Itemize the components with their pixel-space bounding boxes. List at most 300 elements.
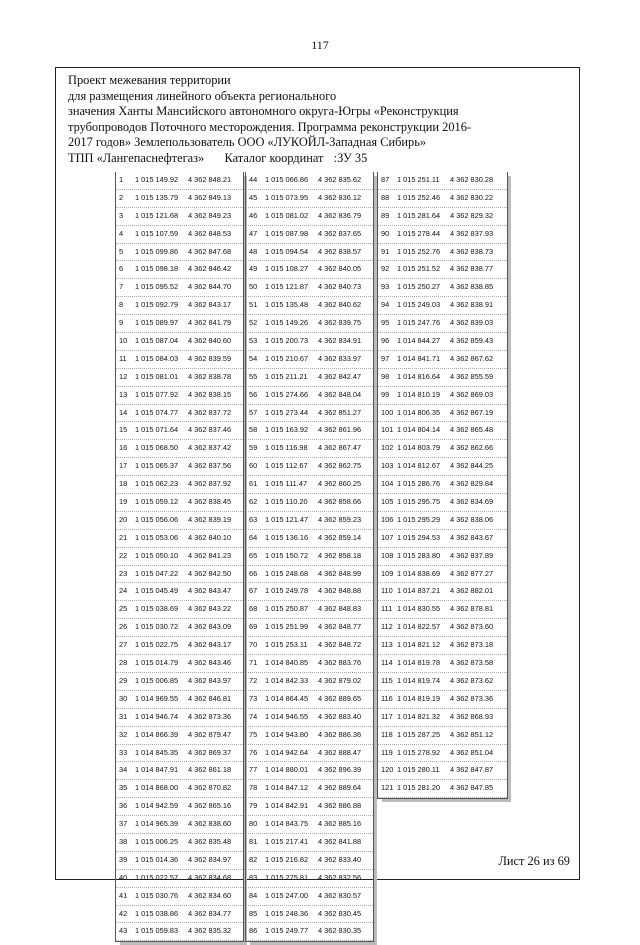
coordinate-y: 4 362 848.04 [318, 389, 362, 399]
coordinate-y: 4 362 878.81 [450, 604, 494, 614]
coordinate-y: 4 362 841.88 [318, 836, 362, 846]
coordinate-x: 1 014 843.75 [265, 819, 309, 829]
point-number: 35 [119, 783, 128, 793]
coordinate-row [116, 852, 243, 870]
coordinate-y: 4 362 889.65 [318, 693, 362, 703]
point-number: 8 [119, 300, 124, 310]
coordinate-x: 1 015 099.86 [135, 246, 179, 256]
coordinate-row [246, 261, 373, 279]
coordinate-row [116, 798, 243, 816]
point-number: 38 [119, 836, 128, 846]
coordinate-x: 1 015 098.18 [135, 264, 179, 274]
coordinate-x: 1 014 845.35 [135, 747, 179, 757]
coordinate-y: 4 362 835.62 [318, 175, 362, 184]
coordinate-y: 4 362 829.84 [450, 479, 494, 489]
coordinate-row [246, 369, 373, 387]
point-number: 52 [249, 318, 258, 328]
coordinate-row [246, 655, 373, 673]
coordinate-x: 1 014 819.74 [397, 675, 441, 685]
coordinate-y: 4 362 838.78 [188, 371, 232, 381]
point-number: 13 [119, 389, 128, 399]
point-number: 12 [119, 371, 128, 381]
point-number: 25 [119, 604, 128, 614]
coordinate-y: 4 362 862.75 [318, 461, 362, 471]
point-number: 29 [119, 675, 128, 685]
point-number: 63 [249, 514, 258, 524]
coordinate-row [246, 601, 373, 619]
coordinate-x: 1 014 946.74 [135, 711, 179, 721]
coordinate-row [116, 566, 243, 584]
coordinate-y: 4 362 888.47 [318, 747, 362, 757]
coordinate-row [116, 601, 243, 619]
coordinate-x: 1 015 038.86 [135, 908, 179, 918]
coordinate-y: 4 362 849.13 [188, 192, 232, 202]
point-number: 77 [249, 765, 258, 775]
coordinate-x: 1 015 059.12 [135, 497, 179, 507]
coordinate-row [116, 923, 243, 941]
point-number: 7 [119, 282, 124, 292]
coordinate-row [246, 816, 373, 834]
point-number: 81 [249, 836, 258, 846]
coordinate-row [116, 476, 243, 494]
point-number: 42 [119, 908, 128, 918]
point-number: 107 [381, 532, 394, 542]
point-number: 99 [381, 389, 390, 399]
coordinate-y: 4 362 848.99 [318, 568, 362, 578]
point-number: 116 [381, 693, 393, 703]
coordinate-y: 4 362 886.36 [318, 729, 362, 739]
coordinate-row [378, 190, 507, 208]
coordinate-x: 1 015 095.52 [135, 282, 179, 292]
catalog-line [68, 151, 471, 167]
coordinate-y: 4 362 834.97 [188, 854, 232, 864]
coordinate-y: 4 362 838.57 [318, 246, 362, 256]
coordinate-row [116, 351, 243, 369]
coordinate-row [246, 637, 373, 655]
coordinate-row [246, 798, 373, 816]
coordinate-row [116, 727, 243, 745]
coordinate-row [378, 315, 507, 333]
coordinate-y: 4 362 842.47 [318, 371, 362, 381]
point-number: 18 [119, 479, 128, 489]
coordinate-y: 4 362 858.66 [318, 497, 362, 507]
point-number: 33 [119, 747, 128, 757]
coordinate-row [378, 727, 507, 745]
coordinate-x: 1 015 210.67 [265, 353, 309, 363]
coordinate-y: 4 362 847.68 [188, 246, 232, 256]
coordinate-y: 4 362 847.87 [450, 765, 494, 775]
coordinate-y: 4 362 873.18 [450, 640, 494, 650]
point-number: 46 [249, 210, 258, 220]
coordinate-row [246, 476, 373, 494]
coordinate-x: 1 014 837.21 [397, 586, 441, 596]
coordinate-row [246, 745, 373, 763]
coordinate-y: 4 362 834.91 [318, 336, 362, 346]
coordinate-x: 1 015 252.46 [397, 192, 441, 202]
point-number: 57 [249, 407, 258, 417]
coordinate-x: 1 014 868.00 [135, 783, 179, 793]
coordinate-x: 1 015 030.76 [135, 890, 179, 900]
table-shadow [382, 799, 511, 802]
point-number: 91 [381, 246, 390, 256]
coordinate-y: 4 362 833.40 [318, 854, 362, 864]
coordinate-x: 1 015 281.20 [397, 783, 441, 793]
header-line: 2017 годов» Землепользователь ООО «ЛУКОЙЛ-Западная Сибирь» [68, 135, 427, 150]
coordinate-x: 1 015 071.64 [135, 425, 179, 435]
coordinate-row [246, 762, 373, 780]
point-number: 11 [119, 353, 127, 363]
coordinate-row [116, 870, 243, 888]
coordinate-y: 4 362 879.02 [318, 675, 362, 685]
coordinate-row [378, 655, 507, 673]
coordinate-row [116, 458, 243, 476]
point-number: 10 [119, 336, 128, 346]
coordinate-y: 4 362 885.16 [318, 819, 362, 829]
coordinate-row [116, 673, 243, 691]
coordinate-y: 4 362 858.18 [318, 550, 362, 560]
coordinate-row [116, 745, 243, 763]
coordinate-row [246, 422, 373, 440]
point-number: 85 [249, 908, 258, 918]
coordinate-x: 1 015 135.79 [135, 192, 179, 202]
coordinate-x: 1 015 200.73 [265, 336, 309, 346]
coordinate-x: 1 015 081.02 [265, 210, 309, 220]
point-number: 72 [249, 675, 258, 685]
point-number: 16 [119, 443, 128, 453]
coordinate-y: 4 362 843.97 [188, 675, 232, 685]
coordinate-y: 4 362 830.28 [450, 175, 494, 184]
coordinate-row [378, 476, 507, 494]
point-number: 73 [249, 693, 258, 703]
coordinate-y: 4 362 830.35 [318, 926, 362, 936]
point-number: 119 [381, 747, 393, 757]
point-number: 103 [381, 461, 394, 471]
coordinate-y: 4 362 838.91 [450, 300, 494, 310]
coordinate-row [116, 637, 243, 655]
point-number: 30 [119, 693, 128, 703]
point-number: 34 [119, 765, 128, 775]
coordinate-row [116, 190, 243, 208]
point-number: 4 [119, 228, 124, 238]
point-number: 80 [249, 819, 258, 829]
coordinate-x: 1 015 136.16 [265, 532, 309, 542]
point-number: 20 [119, 514, 128, 524]
coordinate-x: 1 015 116.98 [265, 443, 308, 453]
coordinate-x: 1 015 045.49 [135, 586, 179, 596]
coordinate-y: 4 362 840.73 [318, 282, 362, 292]
coordinate-row [116, 244, 243, 262]
coordinate-x: 1 014 819.19 [397, 693, 441, 703]
point-number: 48 [249, 246, 258, 256]
point-number: 54 [249, 353, 258, 363]
coordinate-x: 1 014 810.19 [397, 389, 441, 399]
point-number: 36 [119, 801, 128, 811]
coordinate-row [246, 440, 373, 458]
coordinate-x: 1 015 211.21 [265, 371, 308, 381]
coordinate-y: 4 362 861.96 [318, 425, 362, 435]
point-number: 51 [249, 300, 258, 310]
point-number: 111 [381, 604, 393, 614]
coordinate-row [246, 619, 373, 637]
coordinate-row [378, 172, 507, 190]
coordinate-y: 4 362 851.04 [450, 747, 494, 757]
coordinate-y: 4 362 835.48 [188, 836, 232, 846]
coordinate-y: 4 362 842.50 [188, 568, 232, 578]
coordinate-x: 1 014 816.64 [397, 371, 441, 381]
coordinate-y: 4 362 838.06 [450, 514, 494, 524]
coordinate-row [246, 226, 373, 244]
coordinate-y: 4 362 837.65 [318, 228, 362, 238]
point-number: 65 [249, 550, 258, 560]
point-number: 66 [249, 568, 258, 578]
coordinate-y: 4 362 834.68 [188, 872, 232, 882]
coordinate-y: 4 362 837.42 [188, 443, 232, 453]
point-number: 21 [119, 532, 128, 542]
coordinate-row [116, 494, 243, 512]
point-number: 1 [119, 175, 124, 184]
coordinate-y: 4 362 848.72 [318, 640, 362, 650]
coordinate-x: 1 014 806.35 [397, 407, 441, 417]
coordinate-y: 4 362 889.64 [318, 783, 362, 793]
coordinate-y: 4 362 886.88 [318, 801, 362, 811]
coordinate-x: 1 014 942.59 [135, 801, 179, 811]
coordinate-x: 1 014 847.12 [265, 783, 309, 793]
table-shadow [508, 176, 511, 802]
coordinate-row [246, 852, 373, 870]
point-number: 97 [381, 353, 390, 363]
coordinate-x: 1 015 278.92 [397, 747, 441, 757]
point-number: 15 [119, 425, 128, 435]
coordinate-row [246, 351, 373, 369]
coordinate-row [246, 870, 373, 888]
point-number: 118 [381, 729, 393, 739]
point-number: 68 [249, 604, 258, 614]
coordinate-row [116, 440, 243, 458]
coordinate-x: 1 015 089.97 [135, 318, 179, 328]
coordinate-row [246, 172, 373, 190]
coordinate-row [116, 279, 243, 297]
coordinate-y: 4 362 848.83 [318, 604, 362, 614]
coordinate-y: 4 362 830.45 [318, 908, 362, 918]
coordinate-y: 4 362 851.12 [450, 729, 494, 739]
point-number: 37 [119, 819, 128, 829]
coordinate-row [246, 566, 373, 584]
coordinate-x: 1 014 812.67 [397, 461, 441, 471]
point-number: 74 [249, 711, 258, 721]
header-line: значения Ханты Мансийского автономного округа-Югры «Реконструкция [68, 104, 459, 119]
coordinate-x: 1 015 150.72 [265, 550, 309, 560]
coordinate-x: 1 015 295.29 [397, 514, 441, 524]
point-number: 70 [249, 640, 258, 650]
coordinate-x: 1 015 135.48 [265, 300, 309, 310]
point-number: 32 [119, 729, 128, 739]
coordinate-y: 4 362 837.56 [188, 461, 232, 471]
point-number: 40 [119, 872, 128, 882]
coordinate-row [116, 691, 243, 709]
coordinate-y: 4 362 843.17 [188, 640, 232, 650]
coordinate-y: 4 362 873.60 [450, 622, 494, 632]
coordinate-y: 4 362 868.93 [450, 711, 494, 721]
coordinate-x: 1 014 804.14 [397, 425, 441, 435]
coordinate-row [378, 548, 507, 566]
point-number: 108 [381, 550, 394, 560]
coordinate-row [378, 369, 507, 387]
coordinate-x: 1 015 295.75 [397, 497, 441, 507]
coordinate-y: 4 362 873.58 [450, 658, 494, 668]
coordinate-x: 1 014 946.55 [265, 711, 309, 721]
point-number: 87 [381, 175, 390, 184]
coordinate-row [378, 279, 507, 297]
coordinate-y: 4 362 873.62 [450, 675, 494, 685]
point-number: 28 [119, 658, 128, 668]
coordinate-y: 4 362 839.75 [318, 318, 362, 328]
coordinate-x: 1 015 038.69 [135, 604, 179, 614]
coordinate-y: 4 362 843.22 [188, 604, 232, 614]
coordinate-x: 1 015 216.82 [265, 854, 309, 864]
coordinate-x: 1 015 121.87 [265, 282, 309, 292]
coordinate-y: 4 362 841.79 [188, 318, 232, 328]
point-number: 23 [119, 568, 128, 578]
coordinate-x: 1 015 149.92 [135, 175, 179, 184]
coordinate-y: 4 362 830.57 [318, 890, 362, 900]
coordinate-row [246, 709, 373, 727]
point-number: 58 [249, 425, 258, 435]
coordinate-y: 4 362 883.76 [318, 658, 362, 668]
coordinate-y: 4 362 837.46 [188, 425, 232, 435]
coordinate-x: 1 015 287.25 [397, 729, 441, 739]
point-number: 55 [249, 371, 258, 381]
coordinate-x: 1 014 819.78 [397, 658, 441, 668]
coordinate-y: 4 362 851.27 [318, 407, 362, 417]
coordinate-row [378, 673, 507, 691]
coordinate-y: 4 362 844.25 [450, 461, 494, 471]
coordinate-row [246, 780, 373, 798]
coordinate-y: 4 362 843.67 [450, 532, 494, 542]
coordinate-x: 1 015 253.11 [265, 640, 308, 650]
point-number: 44 [249, 175, 258, 184]
coordinate-y: 4 362 838.77 [450, 264, 494, 274]
coordinate-x: 1 015 217.41 [265, 836, 309, 846]
coordinate-x: 1 014 866.39 [135, 729, 179, 739]
coordinate-y: 4 362 840.62 [318, 300, 362, 310]
coordinate-x: 1 015 107.59 [135, 228, 179, 238]
point-number: 93 [381, 282, 390, 292]
coordinate-row [378, 440, 507, 458]
coordinate-row [246, 405, 373, 423]
point-number: 110 [381, 586, 393, 596]
coordinate-row [246, 673, 373, 691]
coordinate-y: 4 362 867.47 [318, 443, 362, 453]
coordinate-y: 4 362 840.05 [318, 264, 362, 274]
coordinate-x: 1 015 252.76 [397, 246, 441, 256]
coordinate-y: 4 362 834.69 [450, 497, 494, 507]
coordinate-y: 4 362 846.81 [188, 693, 232, 703]
coordinate-x: 1 015 121.47 [265, 514, 309, 524]
coordinate-x: 1 015 068.50 [135, 443, 179, 453]
coordinate-x: 1 015 248.68 [265, 568, 309, 578]
coordinate-y: 4 362 859.23 [318, 514, 362, 524]
coordinate-row [378, 691, 507, 709]
point-number: 120 [381, 765, 394, 775]
coordinate-x: 1 014 880.01 [265, 765, 309, 775]
coordinate-row [378, 780, 507, 798]
coordinate-y: 4 362 862.66 [450, 443, 494, 453]
coordinate-row [378, 619, 507, 637]
point-number: 6 [119, 264, 124, 274]
coordinates-column-3 [377, 172, 508, 799]
coordinate-x: 1 015 066.86 [265, 175, 309, 184]
coordinate-row [246, 387, 373, 405]
coordinate-x: 1 015 014.79 [135, 658, 179, 668]
coordinate-y: 4 362 844.70 [188, 282, 232, 292]
coordinate-x: 1 015 087.98 [265, 228, 309, 238]
coordinate-y: 4 362 873.36 [450, 693, 494, 703]
point-number: 26 [119, 622, 128, 632]
coordinate-x: 1 014 842.33 [265, 675, 309, 685]
coordinate-y: 4 362 869.03 [450, 389, 494, 399]
coordinate-row [246, 190, 373, 208]
coordinate-x: 1 015 094.54 [265, 246, 309, 256]
point-number: 9 [119, 318, 124, 328]
point-number: 62 [249, 497, 258, 507]
point-number: 24 [119, 586, 128, 596]
coordinate-y: 4 362 837.93 [450, 228, 494, 238]
coordinate-y: 4 362 836.12 [318, 192, 362, 202]
coordinate-y: 4 362 848.77 [318, 622, 362, 632]
coordinate-y: 4 362 841.23 [188, 550, 232, 560]
coordinate-x: 1 015 059.83 [135, 926, 179, 936]
coordinate-x: 1 015 251.52 [397, 264, 441, 274]
coordinate-x: 1 015 112.67 [265, 461, 308, 471]
coordinate-x: 1 015 084.03 [135, 353, 179, 363]
point-number: 84 [249, 890, 258, 900]
coordinate-row [378, 583, 507, 601]
point-number: 98 [381, 371, 390, 381]
coordinate-row [116, 816, 243, 834]
coordinate-y: 4 362 839.59 [188, 353, 232, 363]
coordinate-y: 4 362 859.43 [450, 336, 494, 346]
coordinate-y: 4 362 839.19 [188, 514, 232, 524]
point-number: 79 [249, 801, 258, 811]
point-number: 3 [119, 210, 124, 220]
header-line: для размещения линейного объекта регионального [68, 88, 337, 103]
coordinate-row [378, 566, 507, 584]
coordinate-x: 1 015 006.25 [135, 836, 179, 846]
coordinate-row [246, 297, 373, 315]
coordinate-x: 1 015 294.53 [397, 532, 441, 542]
coordinate-row [246, 315, 373, 333]
point-number: 76 [249, 747, 258, 757]
header-line: трубопроводов Поточного месторождения. Программа реконструкции 2016- [68, 119, 472, 134]
coordinate-row [378, 226, 507, 244]
point-number: 14 [119, 407, 128, 417]
point-number: 78 [249, 783, 258, 793]
coordinate-y: 4 362 836.79 [318, 210, 362, 220]
coordinate-y: 4 362 835.32 [188, 926, 232, 936]
coordinate-x: 1 015 248.36 [265, 908, 309, 918]
coordinate-x: 1 015 022.75 [135, 640, 179, 650]
point-number: 53 [249, 336, 258, 346]
coordinate-row [378, 745, 507, 763]
point-number: 5 [119, 246, 124, 256]
coordinate-x: 1 015 081.01 [135, 371, 179, 381]
coordinate-x: 1 015 030.72 [135, 622, 179, 632]
point-number: 104 [381, 479, 394, 489]
coordinate-row [116, 583, 243, 601]
coordinate-x: 1 015 249.03 [397, 300, 441, 310]
coordinate-x: 1 014 942.64 [265, 747, 309, 757]
point-number: 105 [381, 497, 394, 507]
